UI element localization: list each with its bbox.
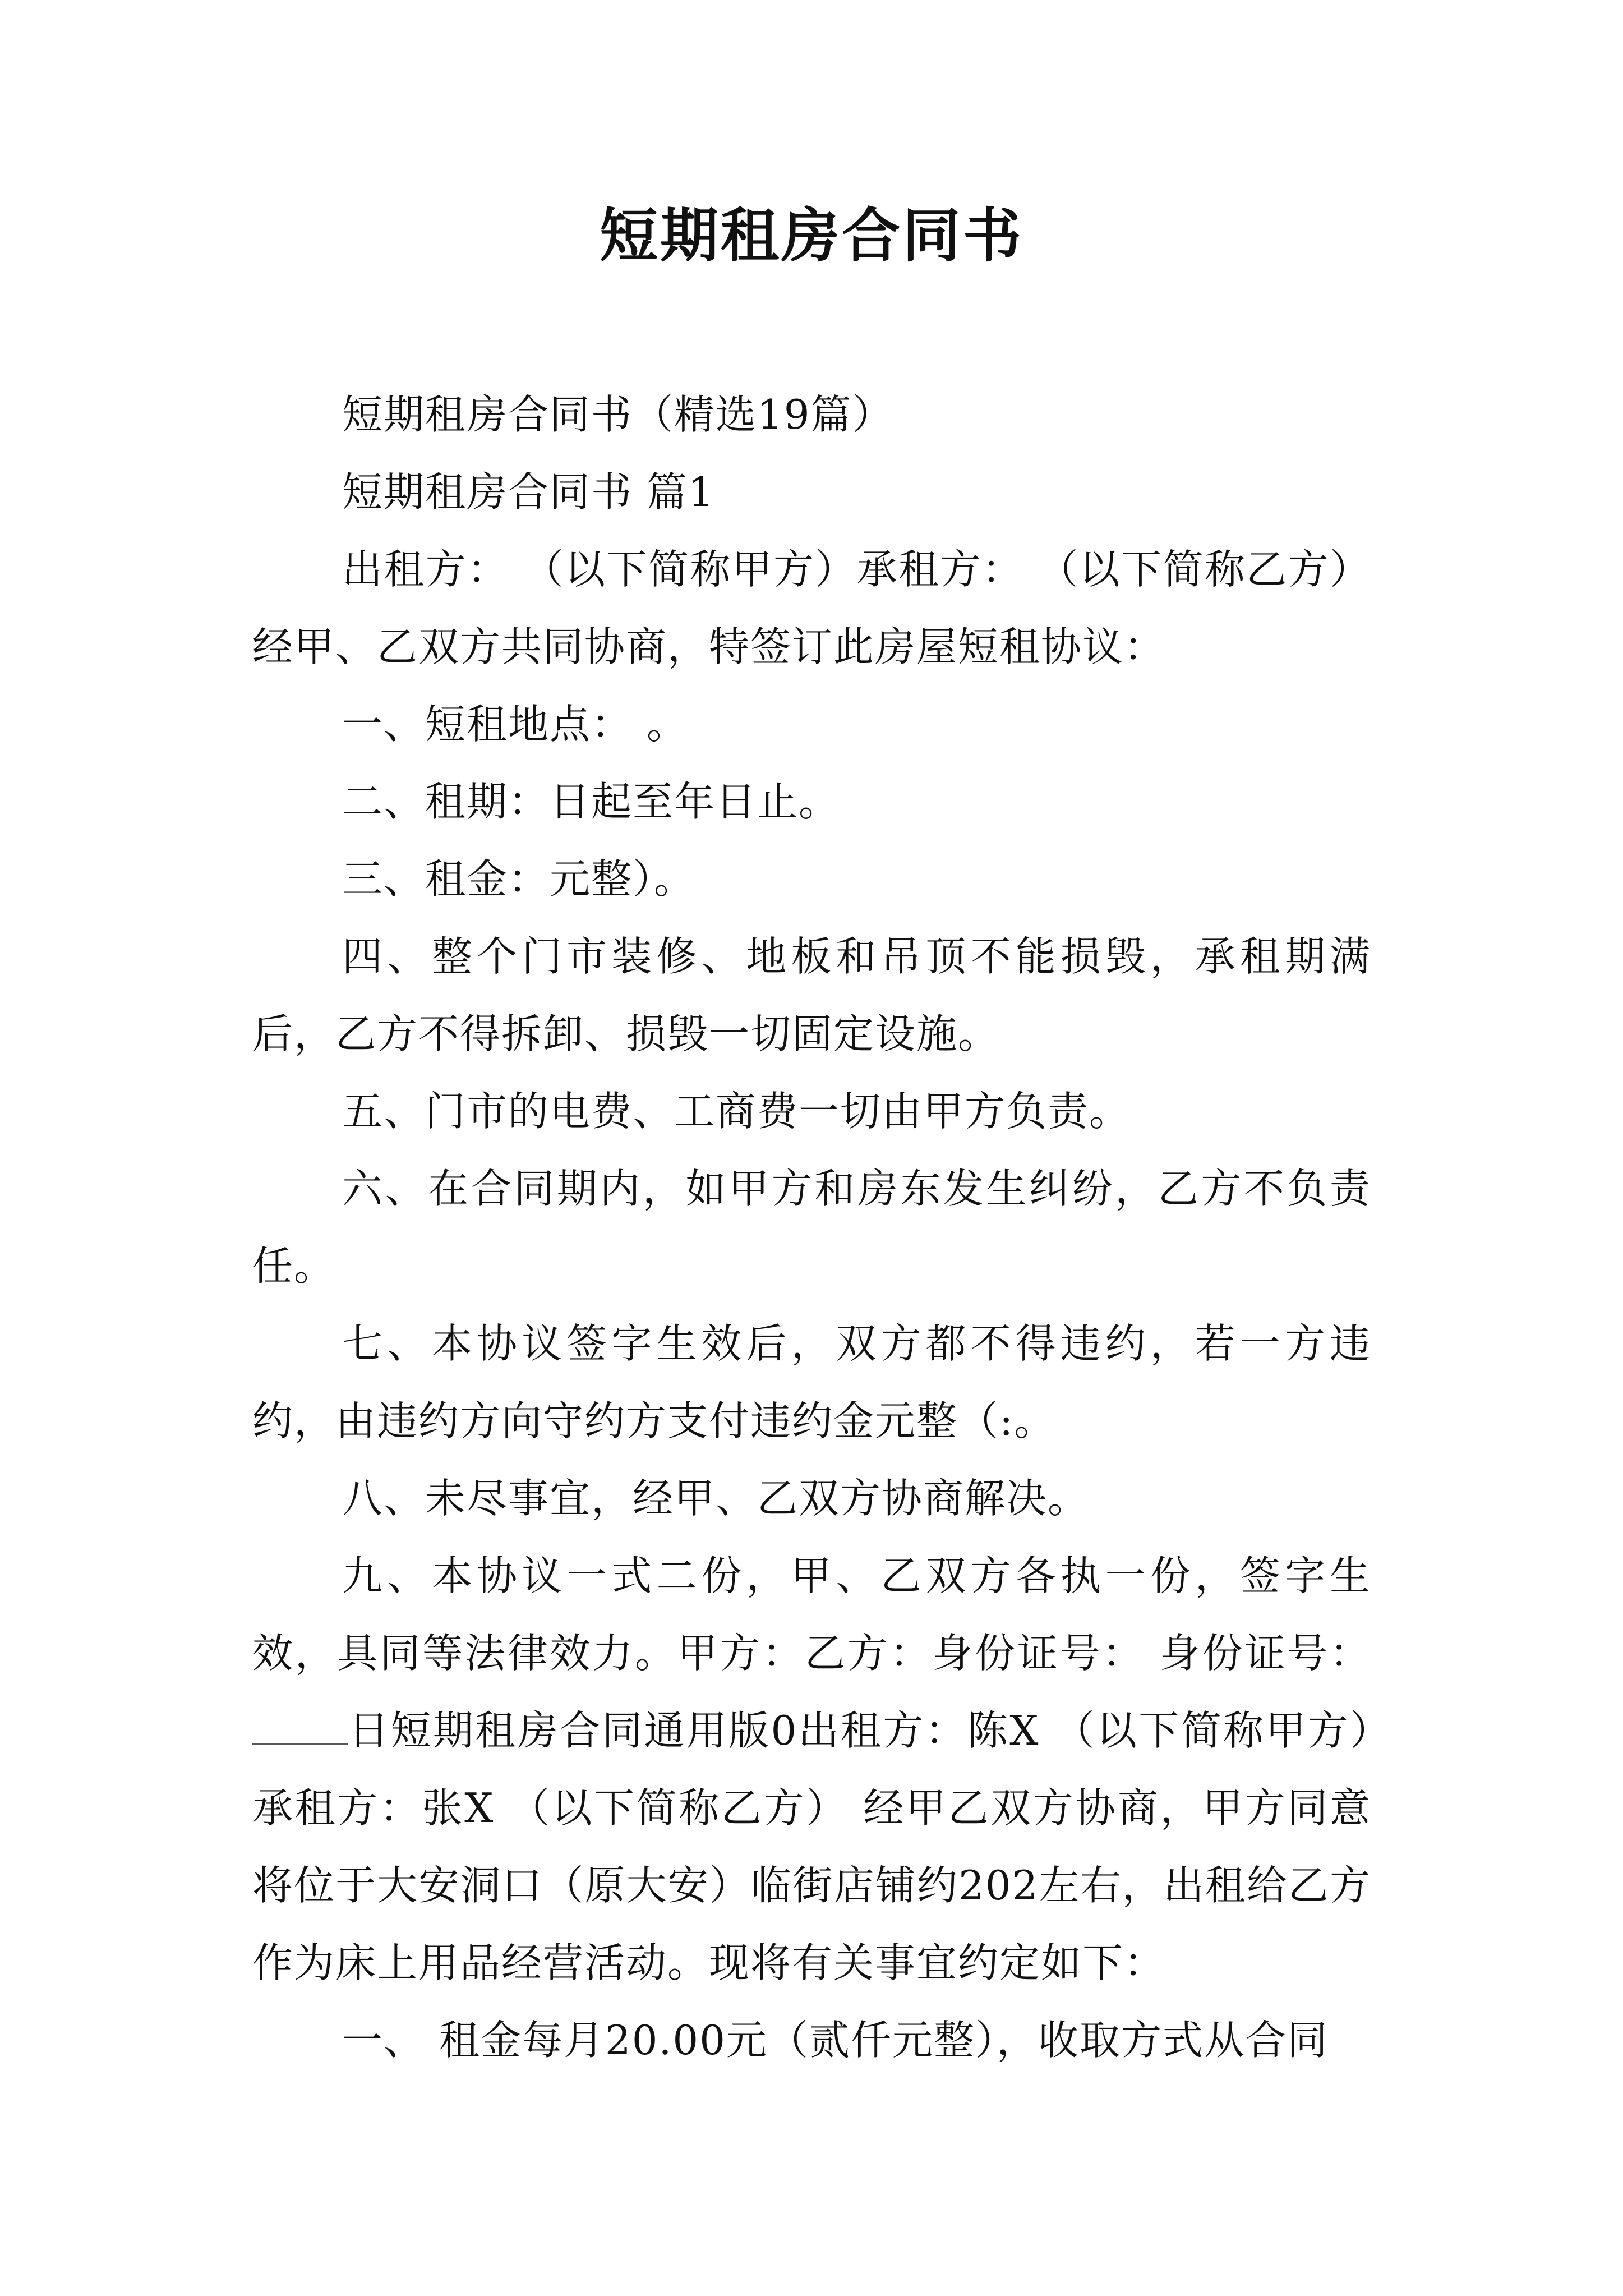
document-title: 短期租房合同书 bbox=[599, 201, 1023, 270]
paragraph-contract-second: 日短期租房合同通用版0出租方：陈X （以下简称甲方）承租方：张X （以下简称乙方） 经甲乙双方协商，甲方同意将位于大安洞口（原大安）临街店铺约202左右，出租给乙方作为床上用品经营活动。现将有关事宜约定如下： bbox=[252, 1707, 1371, 1986]
paragraph-parties: 出租方： （以下简称甲方）承租方： （以下简称乙方）经甲、乙双方共同协商，特签订此房屋短租协议： bbox=[252, 546, 1371, 670]
document-body bbox=[252, 376, 1371, 2079]
clause-term: 二、租期：日起至年日止。 bbox=[342, 778, 841, 825]
clause-decoration: 四、整个门市装修、地板和吊顶不能损毁，承租期满后，乙方不得拆卸、损毁一切固定设施。 bbox=[252, 933, 1371, 1057]
paragraph-subtitle: 短期租房合同书（精选19篇） bbox=[342, 391, 894, 438]
signature-blank-line bbox=[252, 1706, 348, 1745]
clause-copies-signatures bbox=[252, 1537, 1371, 2001]
paragraph-section-heading: 短期租房合同书 篇1 bbox=[342, 468, 715, 516]
clause-disputes: 六、在合同期内，如甲方和房东发生纠纷，乙方不负责任。 bbox=[252, 1165, 1371, 1290]
clause-rent: 三、租金：元整）。 bbox=[342, 855, 696, 903]
clause-fees: 五、门市的电费、工商费一切由甲方负责。 bbox=[342, 1088, 1131, 1135]
clause-breach: 七、本协议签字生效后，双方都不得违约，若一方违约，由违约方向守约方支付违约金元整（:。 bbox=[252, 1320, 1371, 1444]
clause-other-matters: 八、未尽事宜，经甲、乙双方协商解决。 bbox=[342, 1475, 1090, 1522]
clause-copies-text: 九、本协议一式二份，甲、乙双方各执一份，签字生效，具同等法律效力。甲方：乙方：身份证号： 身份证号： bbox=[252, 1552, 1371, 1677]
clause-rent-amount: 一、 租金每月20.00元（贰仟元整），收取方式从合同 bbox=[342, 2017, 1329, 2064]
clause-location: 一、短租地点： 。 bbox=[342, 701, 688, 748]
